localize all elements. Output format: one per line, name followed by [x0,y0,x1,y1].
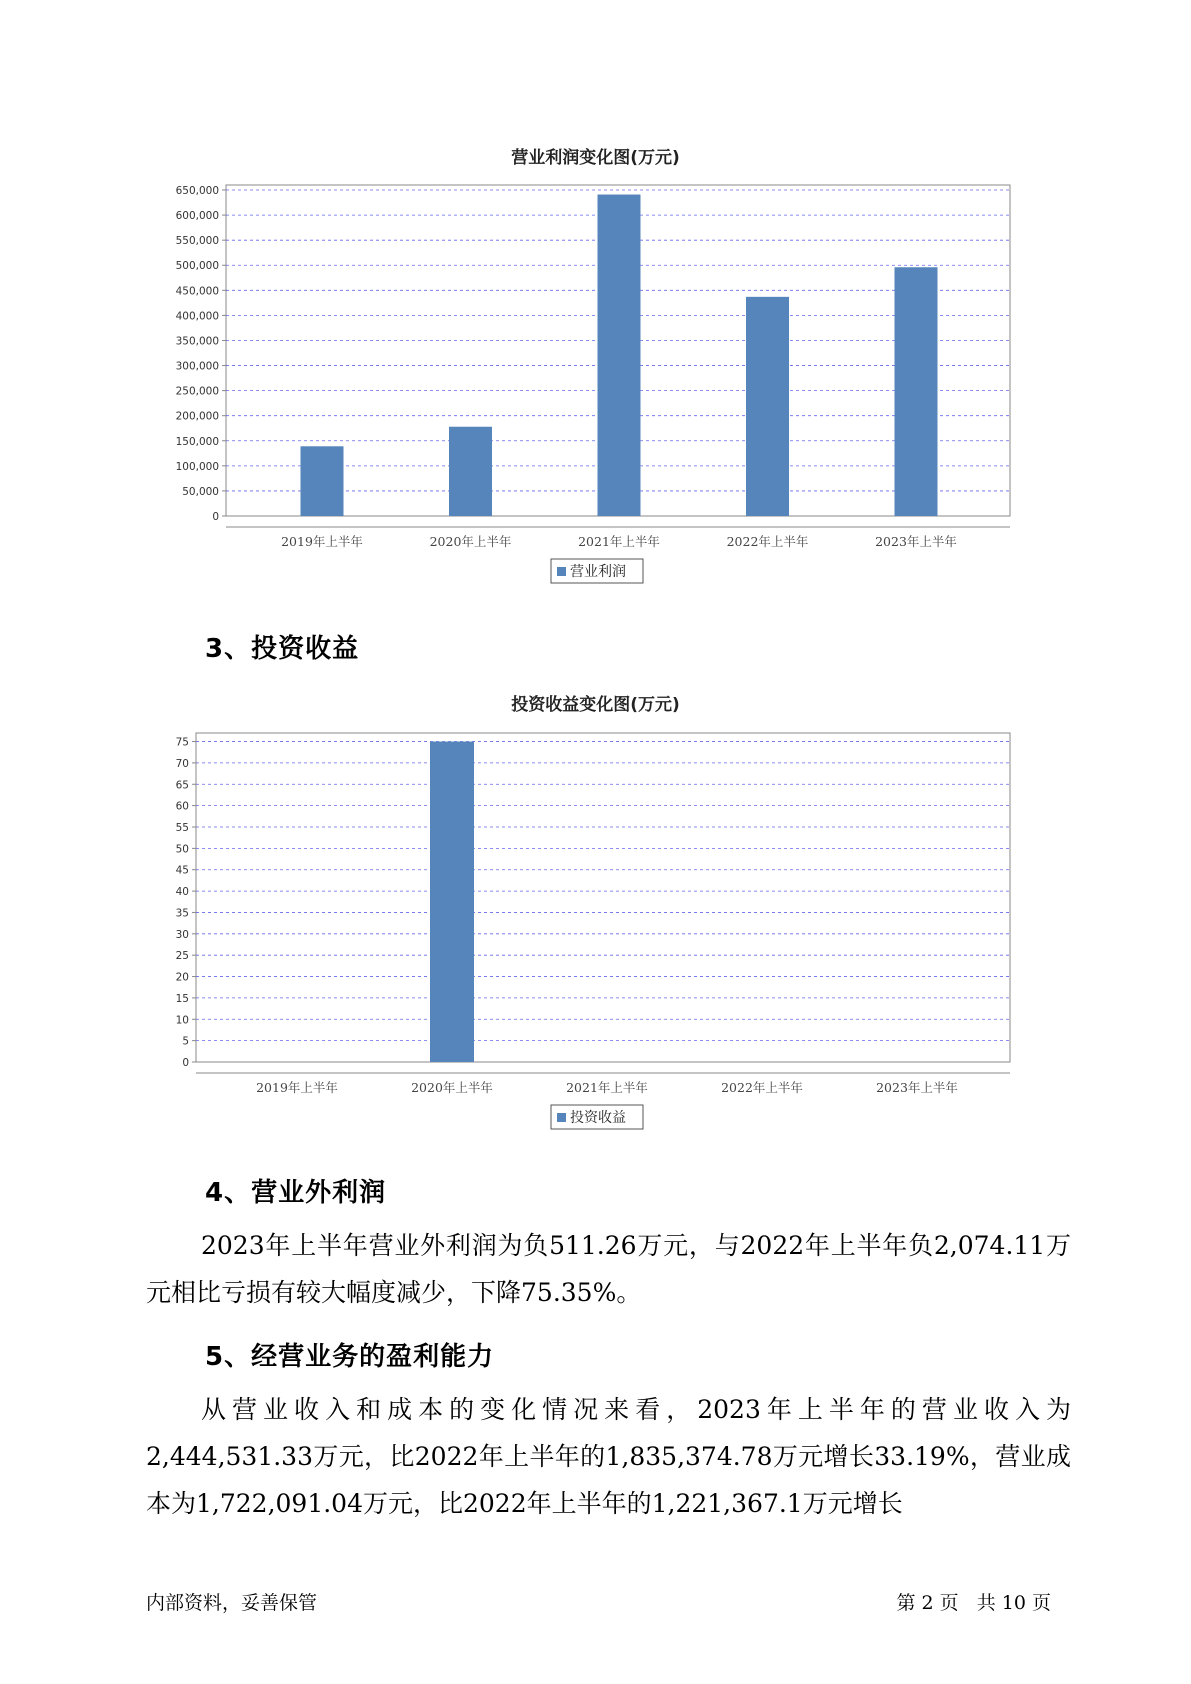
y-tick-label: 35 [175,907,189,920]
y-tick-label: 650,000 [175,185,219,198]
legend-label: 营业利润 [570,564,626,580]
x-tick-label: 2023年上半年 [876,1080,958,1095]
section5-heading: 5、经营业务的盈利能力 [205,1342,495,1372]
x-tick-label: 2020年上半年 [429,534,512,549]
bar-2020年上半年 [449,427,492,516]
y-tick-label: 550,000 [175,235,219,248]
y-tick-label: 0 [182,1057,189,1069]
legend-swatch [557,1113,566,1122]
y-tick-label: 200,000 [175,410,219,423]
y-tick-label: 60 [175,800,189,813]
bar-2021年上半年 [598,195,641,516]
section5-paragraph: 从营业收入和成本的变化情况来看，2023年上半年的营业收入为2,444,531.33万元，比2022年上半年的1,835,374.78万元增长33.19%，营业成本为1,722,091.04万元，比2022年上半年的1,221,367.1万元增长 [146,1395,1071,1518]
y-tick-label: 75 [175,736,189,749]
x-tick-label: 2021年上半年 [578,534,660,549]
y-tick-label: 45 [175,864,189,877]
y-tick-label: 300,000 [175,360,219,373]
y-tick-label: 0 [212,511,219,523]
x-tick-label: 2022年上半年 [726,534,809,549]
y-tick-label: 70 [175,757,189,770]
x-tick-label: 2021年上半年 [566,1080,648,1095]
plot-area [196,733,1010,1062]
section3-heading: 3、投资收益 [205,634,360,664]
operating-profit-chart [0,170,1191,590]
y-tick-label: 50 [175,843,189,856]
legend-label: 投资收益 [570,1110,626,1126]
y-tick-label: 15 [175,992,189,1005]
bar-2020年上半年 [430,742,474,1062]
y-tick-label: 10 [175,1014,189,1027]
bar-2022年上半年 [746,297,789,516]
y-tick-label: 5 [182,1035,189,1048]
y-tick-label: 20 [175,971,189,984]
y-tick-label: 250,000 [175,385,219,398]
y-tick-label: 450,000 [175,285,219,298]
x-tick-label: 2023年上半年 [875,534,957,549]
y-tick-label: 50,000 [182,485,219,498]
bar-2019年上半年 [301,446,344,516]
y-tick-label: 100,000 [175,460,219,473]
y-tick-label: 30 [175,928,189,941]
x-tick-label: 2019年上半年 [256,1080,338,1095]
bar-2023年上半年 [895,267,938,516]
y-tick-label: 40 [175,886,189,899]
y-tick-label: 55 [175,822,189,834]
y-tick-label: 500,000 [175,260,219,273]
footer-left: 内部资料，妥善保管 [146,1592,318,1614]
section4-paragraph: 2023年上半年营业外利润为负511.26万元，与2022年上半年负2,074.11万元相比亏损有较大幅度减少，下降75.35%。 [146,1231,1071,1307]
y-tick-label: 400,000 [175,310,219,323]
y-tick-label: 350,000 [175,335,219,348]
investment-income-chart [0,717,1191,1137]
y-tick-label: 600,000 [175,210,219,223]
y-tick-label: 65 [175,779,189,792]
section4-heading: 4、营业外利润 [205,1178,387,1208]
x-tick-label: 2019年上半年 [281,534,363,549]
y-tick-label: 150,000 [175,435,219,448]
chart2-title: 投资收益变化图(万元) [511,695,680,715]
footer-right: 第 2 页 共 10 页 [896,1592,1051,1614]
x-tick-label: 2022年上半年 [721,1080,803,1095]
y-tick-label: 25 [175,950,189,963]
legend-swatch [557,567,566,576]
chart1-title: 营业利润变化图(万元) [511,148,680,168]
x-tick-label: 2020年上半年 [411,1080,493,1095]
